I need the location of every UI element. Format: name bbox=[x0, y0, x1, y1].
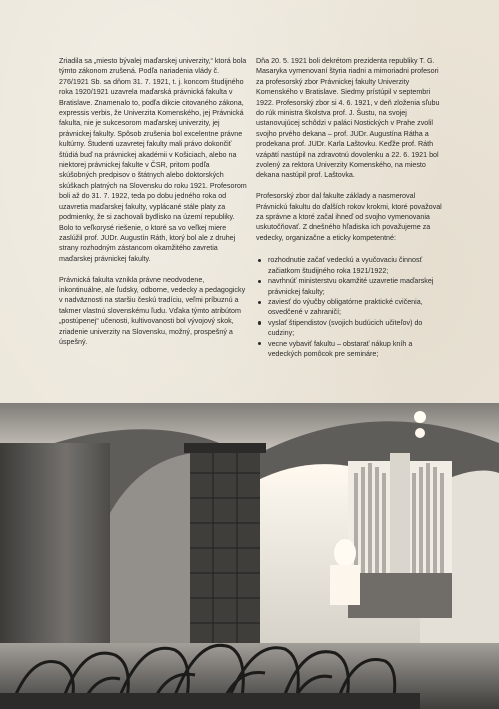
list-item: zaviesť do výučby obligatórne praktické cvičenia, osvedčené v zahraničí; bbox=[256, 297, 444, 318]
left-text-column bbox=[59, 56, 247, 358]
lecture-hall-photo bbox=[0, 403, 499, 709]
left-paragraph-2: Právnická fakulta vznikla právne neodvodene, inkontinuálne, ale ľudsky, odborne, vedecky a pedagogicky v nadväznosti na staršiu českú tradíciu, veľmi príbuznú a takmer vlastnú slovenskému ľudu. Vďaka týmto atribútom „postúpenej“ učenosti, kultivovanosti bol vývojový skok, zriadenie univerzity na Slovensku, možný, prospešný a úspešný. bbox=[59, 275, 246, 346]
tiled-stove-icon bbox=[184, 443, 266, 671]
list-item: vyslať štipendistov (svojich budúcich učiteľov) do cudziny; bbox=[256, 318, 444, 339]
right-text-column bbox=[256, 56, 444, 359]
right-paragraph-1: Dňa 20. 5. 1921 boli dekrétom prezidenta republiky T. G. Masaryka vymenovaní štyria riadni a mimoriadni profesori za profesorský zbor Právnickej fakulty Univerzity Komenského v Bratislave. Siedmy prístúpil v septembri 1922. Profesorský zbor si 4. 6. 1921, v deň zloženia sľubu do rúk ministra školstva prof. J. Šustu, na svojej ustanovujúcej schôdzi v paláci Nostických v Prahe zvolil svojho prvého dekana – prof. JUDr. Augustína Rátha a prodekana prof. JUDr. Karla Laštovku. Keďže prof. Ráth vzápätí nastúpil na zdravotnú dovolenku a 22. 6. 1921 bol zvolený za rektora Univerzity Komenského, na miesto dekana nastúpil prof. Laštovka. bbox=[256, 57, 440, 180]
organ-icon bbox=[348, 453, 452, 618]
competence-list bbox=[256, 255, 444, 359]
right-paragraph-2: Profesorský zbor dal fakulte základy a nasmeroval Právnickú fakultu do ďalších rokov krokmi, ktoré považoval za správne a ktoré začal ihneď od svojho vymenovania uskutočňovať. Z dnešného hľadiska ich považujeme za vedecky, organizačne a eticky kompetentné: bbox=[256, 192, 442, 242]
list-item: navrhnúť ministerstvu okamžité uzavretie maďarskej právnickej fakulty; bbox=[256, 276, 444, 297]
left-paragraph-1: Zriadila sa „miesto bývalej maďarskej univerzity,“ ktorá bola týmto zákonom zrušená. Podľa nariadenia vlády č. 276/1921 Sb. sa dňom 31. 7. 1921, t. j. koncom študijného roka 1920/1921 uzavrela maďarská právnická fakulta v Bratislave. Znamenalo to, podľa dikcie citovaného zákona, expressis verbis, že Univerzita Komenského, jej Právnická fakulta, nie je sukcesorom maďarskej univerzity, jej právnickej fakulty. Spôsob zrušenia bol excelentne právne kultúrny. Študenti uzavretej fakulty mali právo dokončiť štúdiá buď na právnickej akadémii v Košiciach, alebo na niektorej právnickej fakulte v ČSR, pritom podľa skúšobných predpisov o štátnych alebo doktorských skúškach platných na Slovensku do roku 1921. Profesorom boli až do 31. 7. 1922, teda po dobu jedného roka od uzavretia maďarskej fakulty, vyplácané stále platy za podmienky, že si zachovali bydlisko na území republiky. Bolo to veľkorysé riešenie, o ktoré sa vo veľkej miere zaslúžil prof. JUDr. Augustín Ráth, ktorý bol ale z druhej strany rozhodným zástancom okamžitého zavretia maďarskej právnickej fakulty. bbox=[59, 57, 247, 263]
list-item: vecne vybaviť fakultu – obstarať nákup kníh a vedeckých pomôcok pre semináre; bbox=[256, 339, 444, 360]
list-item: rozhodnutie začať vedeckú a vyučovaciu činnosť začiatkom študijného roka 1921/1922; bbox=[256, 255, 444, 276]
